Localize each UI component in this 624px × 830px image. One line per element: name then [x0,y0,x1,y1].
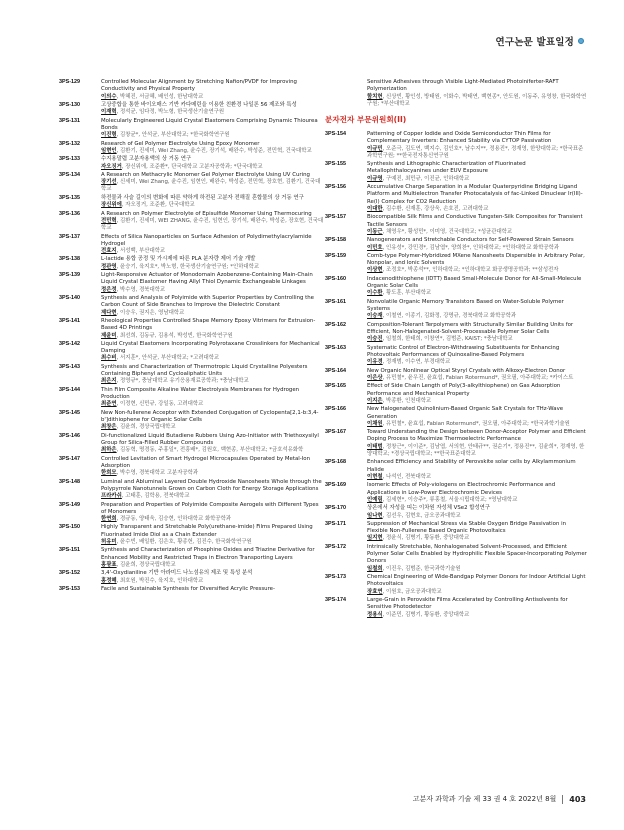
entry-authors: , 박종환, 인천대학교 [382,397,432,404]
entry-code: 3PS-147 [59,455,80,462]
entry-authors: , 조정호*, 박종석**, 인하대학교; *인하대학교 화공생명공학과; **삼성전자 [382,267,559,274]
program-entry [59,272,324,294]
entry-first-author: 이태범 [367,443,383,450]
program-entry [325,161,587,183]
entry-authors: , 서지훈*, 안석균, 부산대학교; *고려대학교 [116,355,220,362]
entry-title: Thin Film Composite Alkaline Water Electrolysis Membranes for Hydrogen Production [101,386,300,401]
entry-code: 3PS-169 [325,482,346,489]
program-entry [59,410,324,432]
entry-code: 3PS-171 [325,520,346,527]
program-entry [59,141,324,156]
entry-title: Synthesis and Lithographic Characterization of Fluorinated Metallophthalocyanines under EUV Exposure [367,161,526,175]
entry-first-author: 한연희 [101,516,117,522]
entry-title: Isomeric Effects of Poly-viologens on Electrochromic Performance and Applications in Low-Power Electrochromic Devices [367,482,556,496]
page-number: 403 [569,794,586,804]
entry-authors: , 이준민, 김병기, 황동환, 중앙대학교 [382,611,470,618]
entry-code: 3PS-166 [325,406,346,413]
entry-title: Luminal and Abluminal Layered Double Hydroxide Nanosheets Whole through the Polypyrrole Nanotunnels Grown on Carbon Cloth for Energy Storage Applications [101,478,322,492]
entry-code: 3PS-130 [59,101,80,108]
entry-authors: , 김세현*, 이승주*, 류홍철, 서울시립대학교; *영남대학교 [382,496,518,503]
entry-code: 3PS-160 [325,275,346,282]
entry-authors: , 나석인, 전북대학교 [382,473,432,480]
entry-first-author: 허유미 [101,538,117,545]
entry-authors: , 이진우, 김범준, 한국과학기술원 [382,565,461,572]
entry-title: Composition-Tolerant Terpolymers with Structurally Similar Building Units for Efficient, Non-Halogenated-Solvent-Processable Polymer Solar Cells [367,321,574,335]
entry-first-author: 이규영 [367,175,383,182]
entry-code: 3PS-153 [59,586,80,592]
entry-title: Effect of Side Chain Length of Poly(3-alkylthiophene) on Gas Adsorption Performance and Mechanical Property [367,383,561,397]
entry-first-author: 이진형 [101,132,117,139]
entry-code: 3PS-146 [59,432,80,439]
entry-first-author: 이재혁 [101,109,117,116]
program-entry [325,214,587,236]
entry-code: 3PS-135 [59,194,80,201]
entry-code: 3PS-136 [59,210,80,217]
entry-authors: , 서성백, 부산대학교 [116,248,166,254]
continued-entry [325,79,587,108]
entry-title: Controlled Levitation of Smart Hydrogel Microcapsules Operated by Metal-Ion Adsorption [101,455,311,469]
entry-authors: , 이원호, 금오공과대학교 [382,588,442,595]
entry-first-author: 정용식 [367,611,383,618]
entry-first-author: 이규민 [367,145,383,152]
program-entry [325,131,587,160]
right-column [325,79,587,620]
entry-title: Molecularly Engineered Liquid Crystal Elastomers Comprising Dynamic Thiourea Bonds [101,117,318,131]
entry-title: Effects of Silica Nanoparticles on Surface Adhesion of Polydimethylacrylamide Hydrogel [101,233,312,247]
entry-first-author: 이승재 [367,313,383,320]
entry-first-author: 홍광표 [101,561,117,568]
entry-code: 3PS-170 [325,505,346,512]
entry-first-author: 최창은 [101,424,117,431]
entry-title: Synthesis and Characterization of Phosphine Oxides and Triazine Derivative for Enhanced Mobility and Restricted Traps in Electron Transporting Layers [101,547,315,561]
program-entry [59,79,324,101]
entry-first-author: 이승진 [367,336,383,343]
entry-authors: , 이철연, 이종기, 김화정, 강명규, 경북대학교 화학공학과 [382,313,517,320]
entry-first-author: 정관영 [101,263,117,270]
entry-authors: , 정창근*, 이이준*, 김남엽, 서의현, 안태규**, 권순기*, 정용진**, 김윤희*, 정재영, 한양대학교; *경상국립대학교; **한국표준대학교 [367,443,585,457]
entry-title: Highly Transparent and Stretchable Poly(urethane-imide) Films Prepared Using Fluorinated Imide Diol as a Chain Extender [101,524,313,538]
program-entry [325,345,587,367]
program-entry [59,570,324,585]
entry-first-author: 장기선 [101,179,117,186]
entry-authors: , 구예진, 최민규, 이진균, 인하대학교 [382,175,470,182]
entry-title: Systematic Control of Electron-Withdrawing Substituents for Enhancing Photovoltaic Performances of Quinoxaline-Based Polymers [367,344,560,358]
program-entry [59,586,324,593]
entry-first-author: 최수비 [101,355,117,362]
entry-code: 3PS-174 [325,597,346,603]
entry-title: 수지용말렵 고분자용액의 상 거동 연구 [101,156,192,163]
program-entry [59,479,324,501]
program-entry [325,322,587,344]
entry-code: 3PS-162 [325,321,346,328]
entry-title: Rheological Properties Controlled Shape Memory Epoxy Vitrimers for Extrusion-Based 4D Printings [101,318,316,332]
program-entry [325,184,587,213]
entry-authors: , 김선우, 김현호, 금오공과대학교 [382,512,461,519]
entry-authors: , 김동혁, 명경동, 주홍일*, 전흥배*, 김원호, 백현종, 부산대학교; *금호석유화학 [116,447,304,454]
entry-title: Light-Responsive Actuator of Monodomain Azobenzene-Containing Main-Chain Liquid Crystal Elastomer Having Allyl Thiol Dynamic Exchangeable Linkages [101,272,313,286]
entry-title: Synthesis and Analysis of Polyimide with Superior Properties by Controlling the Carbon Count of Side Branches to Improve the Dielectric Constant [101,295,314,309]
entry-code: 3PS-129 [59,79,80,85]
entry-code: 3PS-138 [59,256,80,263]
program-entry [59,364,324,386]
entry-code: 3PS-149 [59,501,80,508]
header-title: 연구논문 발표일정 [495,37,574,48]
entry-title: Intrinsically Stretchable, Nonhalogenated Solvent-Processed, and Efficient Polymer Solar Cells Enabled by Hydrophilic Flexible Spacer-Incorporating Polymer Donors [367,543,587,565]
entry-code: 3PS-157 [325,214,346,221]
program-entry [59,234,324,256]
entry-title: A Research on Methacrylic Monomer Gel Polymer Electrolyte Using UV Curing [101,171,310,178]
program-entry [325,574,587,596]
entry-authors: , 유민철*, 윤우진, 윤효섭, Fabian Rotermund*, 권오필, 아주대학교; *카이스트 [382,374,574,381]
entry-authors: , 김환기, 진세미, Wei Zhang, 윤수진, 장기석, 배완수, 박성준, 전민혁, 건국대학교 [116,147,312,154]
entry-authors: , 김윤희, 경상국립대학교 [116,561,176,568]
entry-code: 3PS-168 [325,459,346,466]
program-entry [325,383,587,405]
entry-code: 3PS-144 [59,386,80,393]
program-entry [325,521,587,543]
entry-first-author: 장신위에 [101,202,122,209]
program-entry [325,237,587,252]
entry-first-author: 이유경 [367,359,383,366]
entry-code: 3PS-143 [59,363,80,370]
entry-first-author: 이상현 [367,267,383,274]
left-column [59,79,324,594]
program-entry [59,118,324,140]
entry-first-author: 전민혁 [101,217,117,224]
entry-first-author: 이은상 [367,374,383,381]
program-entry [325,368,587,383]
entry-authors: , 김환기, 진세미, WEI ZHANG, 윤수진, 임현인, 장기석, 배완수, 박성준, 장호현, 건국대학교 [101,217,324,232]
program-entry [325,459,587,481]
entry-authors: , 유민철*, 윤효섭, Fabian Rotermund*, 권오필, 아주대학교; *한국과학기술원 [382,420,570,427]
entry-first-author: 최은지 [101,378,117,385]
entry-code: 3PS-164 [325,367,346,374]
entry-title: L-lactide 용합 공정 및 가시제에 따른 PLA 분자량 제어 기술 개발 [101,256,256,263]
entry-authors: , 신상빈, 황인성, 방태원, 이화수, 박태연, 백현종*, 안도원, 이동주, 유영창, 한국화학연구원; *부산대학교 [367,93,587,107]
entry-authors: , 이승우, 권지은, 영남대학교 [116,309,185,316]
entry-authors: , 정윤식, 김병기, 황동환, 중앙대학교 [382,535,470,542]
program-entry [325,406,587,428]
entry-authors: , 최선희, 김동규, 김용석, 박성빈, 한국화학연구원 [116,332,233,339]
entry-authors: , 임철희, 한태희, 이창연*, 김범준, KAIST; *충남대학교 [382,336,513,343]
entry-authors: , 신세미, Wei Zhang, 윤수진, 임현인, 배완수, 박성준, 전민혁, 장호현, 김환기, 건국대학교 [101,179,321,193]
entry-first-author: 이민호 [367,244,383,251]
entry-title: Biocompatible Silk Films and Conductive Tungsten-Silk Composites for Transient Tactile Sensors [367,214,583,228]
entry-title: Comb-type Polymer-Hybridized MXene Nanosheets Dispersible in Arbitrary Polar, Nonpolar, and Ionic Solvents [367,252,585,267]
program-entry [59,524,324,546]
entry-first-author: 임철희 [367,565,383,572]
entry-authors: , 장신위에, 조준환*, 단국대학교 고분자공학과; *단국대학교 [121,163,263,170]
program-entry [59,456,324,478]
entry-title: Suppression of Mechanical Stress via Stable Oxygen Bridge Passivation in Flexible Non-Fullerene Based Organic Photovoltaics [367,520,567,535]
entry-code: 3PS-163 [325,344,346,351]
entry-first-author: 이동근 [367,228,383,235]
footer-separator [562,795,563,804]
entry-code: 3PS-131 [59,117,80,124]
program-entry [59,156,324,171]
entry-title: New Halogenated Quinolinium-Based Organic Salt Crystals for THz-Wave Generation [367,406,564,420]
entry-code: 3PS-137 [59,233,80,240]
entry-authors: , 박혜진, 서금혜, 배인성, 한남대학교 [116,93,204,100]
footer-journal: 고분자 과학과 기술 제 33 권 4 호 2022년 8월 [412,795,557,803]
entry-first-author: 이의수 [101,93,117,100]
program-entry [325,544,587,573]
entry-title: Nanogenerators and Stretchable Conductors for Self-Powered Strain Sensors [367,237,574,244]
entry-code: 3PS-155 [325,161,346,168]
program-entry [325,505,587,520]
entry-code: 3PS-141 [59,318,80,324]
entry-first-author: 인예림 [367,496,383,503]
entry-authors: , 윤승기, 육지호*, 박노형, 한국생산기술연구원; *인하대학교 [116,263,260,270]
program-entry [325,276,587,298]
entry-title: Toward Understanding the Design between Donor-Acceptor Polymer and Efficient Doping Process to Maximize Thermoelectric Performance [367,429,586,443]
entry-code: 3PS-139 [59,272,80,279]
entry-title: 하전물과 사슬 길이의 변화에 따른 약하게 하전된 고분자 전해질 혼합물의 상 거동 연구 [101,194,304,201]
entry-title: Large-Grain in Perovskite Films Accelerated by Controlling Antisolvents for Sensitive Photodetector [367,597,568,611]
program-entry [325,597,587,619]
entry-first-author: 이지은 [367,397,383,404]
entry-first-author: 임나현 [367,512,383,519]
entry-first-author: 임현인 [101,147,117,154]
program-entry [325,299,587,321]
entry-code: 3PS-173 [325,574,346,581]
entry-first-author: 함치헌 [367,93,383,100]
entry-first-author: 전효지 [101,248,117,254]
entry-code: 3PS-167 [325,429,346,436]
entry-title: 고상중합을 통한 바이오매스 기반 카다메린을 이용한 친환경 나일론 56 제조와 특성 [101,101,297,108]
entry-code: 3PS-148 [59,478,80,485]
entry-authors: , 인유성*, 강민경*, 김남엽*, 양희찬*, 인하대학교; *인하대학교 화학공학과 [382,244,560,251]
entry-authors: , 황도훈, 부산대학교 [382,290,432,297]
entry-title: Indacenodithiophene (IDTT) Based Small-Molecule Donor for All-Small-Molecule Organic Solar Cells [367,275,582,290]
entry-title: Controlled Molecular Alignment by Stretching Nafion/PVDF for Improving Conductivity and Physical Property [101,79,297,93]
entry-authors: , 정재범, 이수연, 부경대학교 [382,359,451,366]
entry-code: 3PS-165 [325,383,346,390]
entry-authors: , 박수영, 경북대학교 고분자공학과 [116,470,199,477]
entry-code: 3PS-158 [325,237,346,244]
entry-title: Synthesis and Characterization of Thermotropic Liquid Crystalline Polyesters Containing Biphenyl and Cycloaliphatic Units [101,363,308,378]
entry-first-author: 제윤미 [101,332,117,339]
entry-authors: , 고태훈, 김학용, 전북대학교 [121,493,190,500]
entry-title: Sensitive Adhesives through Visible Light-Mediated Photoiniferter-RAFT Polymerization [367,79,559,93]
entry-code: 3PS-159 [325,252,346,259]
entry-authors: , 자오징거, 조준환, 단국대학교 [121,202,195,209]
entry-first-author: 홍정혜 [101,577,117,584]
program-entry [59,211,324,233]
program-entry [59,547,324,569]
entry-authors: , 채영우*, 황성민*, 이미영, 건국대학교; *성균관대학교 [382,228,513,235]
entry-code: 3PS-150 [59,524,80,531]
program-entry [59,387,324,409]
entry-first-author: 이채원 [367,420,383,427]
entry-code: 3PS-152 [59,570,80,577]
entry-first-author: 최하은 [101,447,117,454]
page-footer [413,794,586,804]
program-entry [59,256,324,271]
page-header [495,34,584,48]
entry-title: Accumulative Charge Separation in a Modular Quaterpyridine Bridging Ligand Platform and Multielectron Transfer Photocatalysis of fac-Linked Dinuclear Ir(III)-Re(I) Complex for CO2 Reduction [367,184,583,205]
entry-title: Facile and Sustainable Synthesis for Diversified Acrylic Pressure- [101,586,275,592]
entry-title: Nonvolatile Organic Memory Transistors Based on Water-Soluble Polymer Systems [367,298,564,313]
entry-first-author: 정은정 [101,286,117,293]
entry-title: Liquid Crystal Elastomers Incorporating Polyrotaxane Crosslinkers for Mechanical Damping [101,340,320,355]
program-entry [59,502,324,524]
entry-code: 3PS-154 [325,131,346,137]
entry-code: 3PS-145 [59,409,80,416]
program-entry [59,433,324,455]
entry-code: 3PS-172 [325,543,346,550]
entry-title: 3,4'-Oxydianiline 기반 아라미드 나노섬유의 제조 및 특성 분석 [101,570,253,577]
entry-authors: , 윤수빈, 배일환, 김은호, 황종헌, 김진수, 한국화학연구원 [116,538,252,545]
entry-first-author: 이현철 [367,473,383,480]
program-entry [59,295,324,317]
entry-first-author: 제다현 [101,309,117,316]
entry-code: 3PS-133 [59,156,80,163]
section-heading: 분자전자 부문위원회(II) [325,115,407,124]
entry-code: 3PS-161 [325,298,346,305]
program-entry [59,172,324,194]
entry-title: 상온에서 자성을 띠는 이차원 자성체 VSe2 합성연구 [367,505,491,512]
entry-title: Research of Gel Polymer Electrolyte Using Epoxy Monomer [101,140,260,147]
entry-title: Di-functionalized Liquid Butadiene Rubbers Using Azo-Initiator with Triethoxysilyl Group for Silica-Filled Rubber Compounds [101,432,319,446]
entry-code: 3PS-142 [59,340,80,347]
entry-title: New Non-fullerene Acceptor with Extended Conjugation of Cyclopenta[2,1-b:3,4-b']dithiophene for Organic Solar Cells [101,409,319,423]
entry-authors: , 경규동, 양태욱, 김승현, 인하대학교 화학공학과 [116,516,231,522]
entry-title: Chemical Engineering of Wide-Bandgap Polymer Donors for Indoor Artificial Light Photovoltaics [367,574,586,588]
entry-authors: , 김윤희, 경상국립대학교 [116,424,176,431]
entry-title: Enhanced Efficiency and Stability of Perovskite solar cells by Alkylammonium Halide [367,459,576,473]
entry-authors: , 박수영, 경북대학교 [116,286,166,293]
entry-title: Preparation and Properties of Polyimide Composite Aerogels with Different Types of Monomers [101,501,319,515]
program-entry [59,318,324,340]
program-entry [59,102,324,117]
entry-first-author: 임지현 [367,535,383,542]
entry-title: New Organic Nonlinear Optical Styryl Crystals with Alkoxy-Electron Donor [367,367,566,374]
entry-authors: , 최호원, 박진수, 육지호, 인하대학교 [116,577,204,584]
entry-first-author: 이수환 [367,290,383,297]
entry-first-author: 자오징거 [101,163,122,170]
entry-authors: , 오준극, 김도연, 백지수, 김인호*, 남수지**, 정용진*, 정재영, 한양대학교; *한국표준과학연구원; **한국전자통신연구원 [367,145,584,159]
program-entry [59,341,324,363]
program-entry [325,253,587,275]
entry-authors: , 정석균, 임다정, 박노형, 한국생산기술연구원 [116,109,225,116]
entry-title: A Research on Polymer Electrolyte of Episulfide Monomer Using Thermocuring [101,210,312,217]
entry-authors: , 정영규*, 충남대학교 유기응용재료공학과; *충남대학교 [116,378,249,385]
header-circle-icon [578,38,584,44]
entry-title: Patterning of Copper Iodide and Oxide Semiconductor Thin Films for Complementary Inverters: Enhanced Stability via CYTOP Passivation [367,131,552,145]
program-entry [59,195,324,210]
entry-code: 3PS-132 [59,140,80,147]
program-entry [325,482,587,504]
entry-code: 3PS-134 [59,171,80,178]
entry-code: 3PS-151 [59,547,80,554]
entry-authors: , 김창균*, 안석균, 부산대학교; *한국화학연구원 [116,132,230,139]
entry-first-author: 프라카쉬 [101,493,122,500]
entry-code: 3PS-140 [59,295,80,302]
entry-code: 3PS-156 [325,184,346,191]
entry-first-author: 한희모 [101,470,117,477]
right-entry-list [325,131,587,619]
entry-first-author: 최준연 [101,401,117,408]
entry-authors: , 이정현, 신민규, 강일동, 고려대학교 [116,401,204,408]
entry-first-author: 이대한 [367,205,383,212]
program-entry [325,429,587,458]
entry-first-author: 장효연 [367,588,383,595]
entry-authors: , 김수환, 신재훈, 강상욱, 손호진, 고려대학교 [382,205,489,212]
